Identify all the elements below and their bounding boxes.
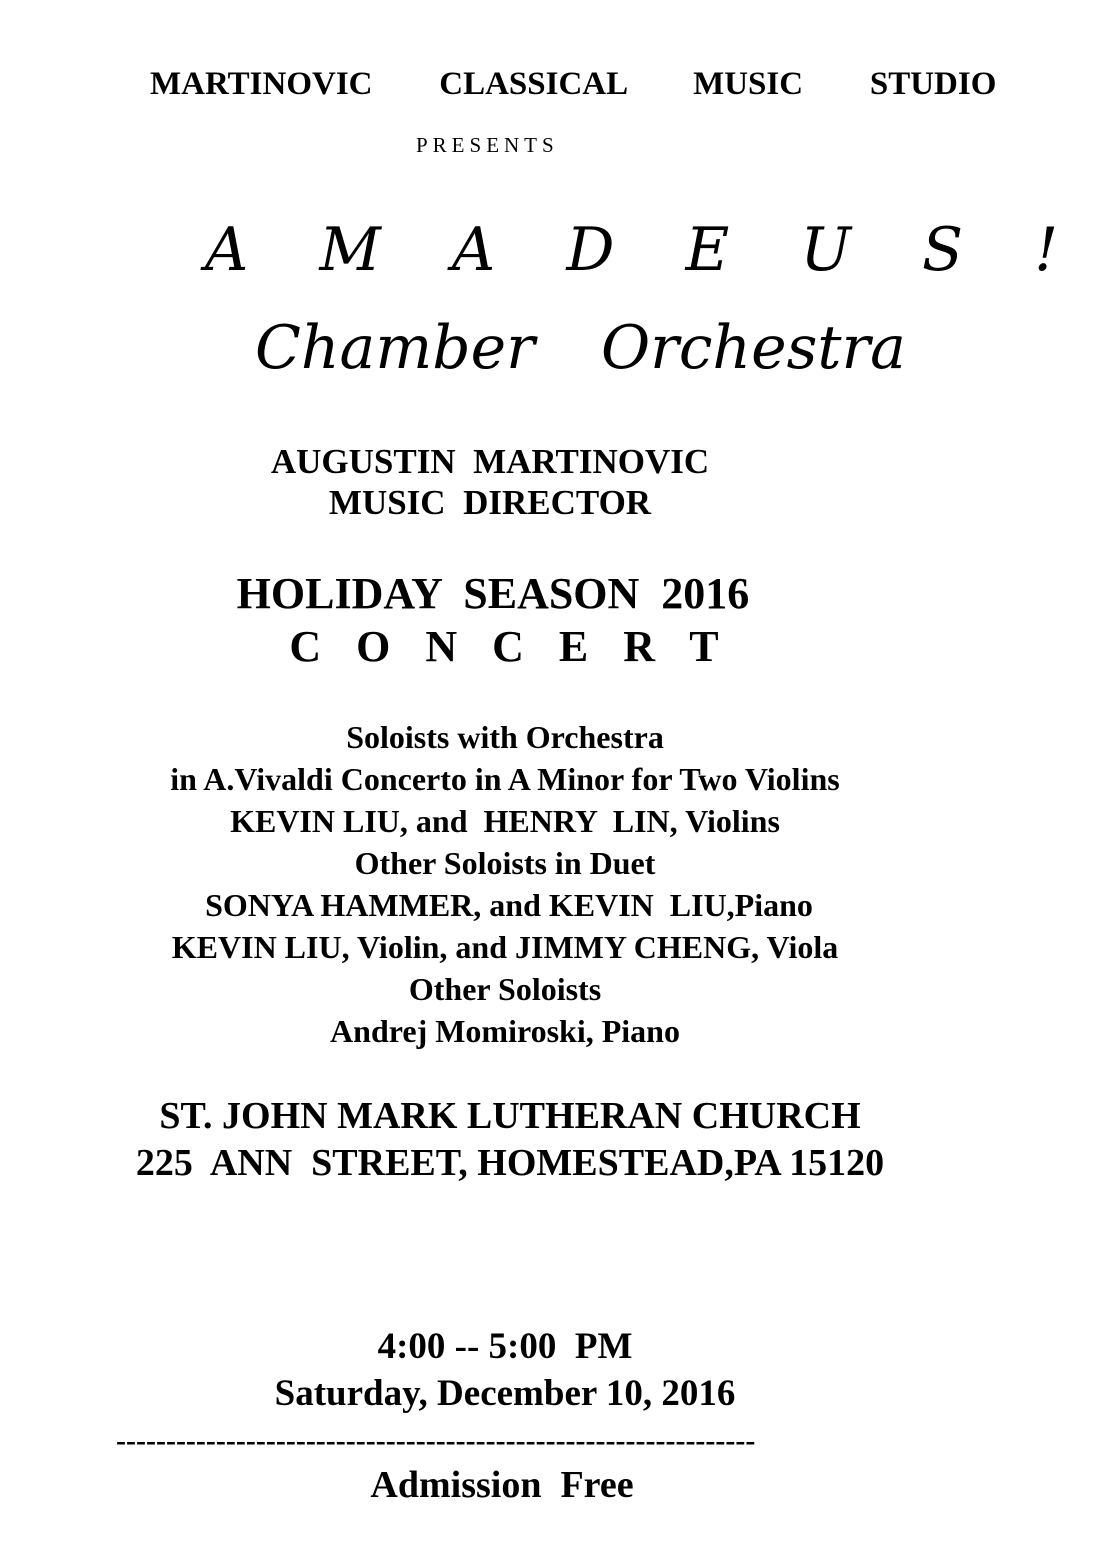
program-line: in A.Vivaldi Concerto in A Minor for Two Violins: [170, 761, 840, 797]
program-line: KEVIN LIU, and HENRY LIN, Violins: [230, 803, 780, 839]
program-line: SONYA HAMMER, and KEVIN LIU,Piano: [197, 887, 813, 923]
event-time: 4:00 -- 5:00 PM: [377, 1326, 633, 1367]
program-line: Other Soloists in Duet: [354, 845, 656, 881]
program-line: KEVIN LIU, Violin, and JIMMY CHENG, Viola: [171, 929, 839, 965]
director-title: MUSIC DIRECTOR: [328, 483, 652, 522]
event-subtitle: C O N C E R T: [289, 622, 731, 671]
ensemble-type: Chamber Orchestra: [255, 313, 906, 383]
ensemble-name: A M A D E U S !: [205, 215, 1085, 285]
studio-name: MARTINOVIC CLASSICAL MUSIC STUDIO: [150, 66, 997, 102]
program-line: Other Soloists: [408, 971, 602, 1007]
event-date: Saturday, December 10, 2016: [274, 1373, 736, 1414]
program-line: Andrej Momiroski, Piano: [330, 1013, 680, 1049]
event-title: HOLIDAY SEASON 2016: [236, 569, 750, 618]
venue-name: ST. JOHN MARK LUTHERAN CHURCH: [159, 1095, 861, 1137]
program-line: Soloists with Orchestra: [346, 719, 664, 755]
admission-note: Admission Free: [370, 1464, 634, 1506]
presents-label: PRESENTS: [416, 133, 559, 157]
venue-address: 225 ANN STREET, HOMESTEAD,PA 15120: [135, 1142, 885, 1184]
director-name: AUGUSTIN MARTINOVIC: [270, 442, 710, 481]
dashed-divider: ----------------------------------------------------------------: [116, 1426, 756, 1456]
